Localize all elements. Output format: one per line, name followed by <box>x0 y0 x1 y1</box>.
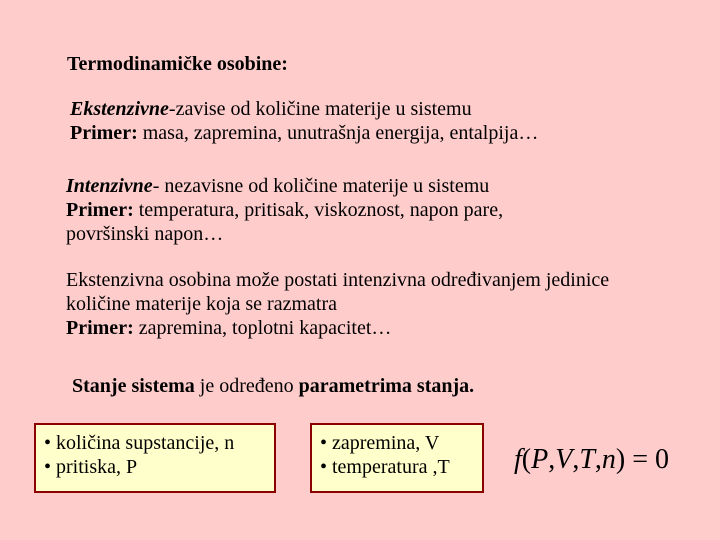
intensive-definition: - nezavisne od količine materije u sistemu <box>152 175 490 197</box>
extensive-section <box>70 97 538 145</box>
parameter-amount: • količina supstancije, n <box>44 432 235 454</box>
conversion-line-1: Ekstenzivna osobina može postati intenzivna određivanjem jedinice <box>66 269 610 291</box>
extensive-term: Ekstenzivne <box>70 98 169 120</box>
intensive-example-line-2: površinski napon… <box>66 223 224 245</box>
state-term: Stanje sistema <box>72 375 195 397</box>
intensive-section <box>66 174 503 246</box>
parameter-pressure: • pritiska, P <box>44 456 138 478</box>
conversion-section <box>66 268 609 340</box>
intensive-definition-line <box>66 174 503 198</box>
intensive-example-line <box>66 198 503 222</box>
state-parameters: parametrima stanja. <box>298 375 475 397</box>
extensive-definition-line <box>70 97 538 121</box>
extensive-example-text: masa, zapremina, unutrašnja energija, entalpija… <box>137 122 539 144</box>
conversion-example-text: zapremina, toplotni kapacitet… <box>133 317 392 339</box>
conversion-example-line <box>66 316 609 340</box>
conversion-example-label: Primer: <box>66 317 134 339</box>
intensive-example-text-1: temperatura, pritisak, viskoznost, napon pare, <box>133 199 504 221</box>
state-connector: je određeno <box>194 375 299 397</box>
parameter-temperature: • temperatura ,T <box>320 456 450 478</box>
formula-volume: V <box>555 444 573 475</box>
formula-function: f <box>514 444 522 475</box>
state-equation <box>514 440 669 480</box>
formula-pressure: P <box>531 444 549 475</box>
heading: Termodinamičke osobine: <box>67 53 288 75</box>
state-statement <box>72 374 474 398</box>
parameter-volume: • zapremina, V <box>320 432 440 454</box>
extensive-example-line <box>70 121 538 145</box>
extensive-definition: -zavise od količine materije u sistemu <box>168 98 472 120</box>
intensive-term: Intenzivne <box>66 175 153 197</box>
formula-equals-zero: = 0 <box>625 444 670 475</box>
conversion-line-2: količine materije koja se razmatra <box>66 293 337 315</box>
intensive-example-label: Primer: <box>66 199 134 221</box>
formula-amount: n <box>601 444 616 475</box>
extensive-example-label: Primer: <box>70 122 138 144</box>
formula-comma-1: , <box>548 444 556 475</box>
formula-temperature: T <box>579 444 595 475</box>
formula-open-paren: ( <box>521 444 532 475</box>
parameters-box-left <box>34 423 276 493</box>
parameters-box-right <box>310 423 484 493</box>
formula-close-paren: ) <box>615 444 626 475</box>
formula-comma-2: , <box>572 444 580 475</box>
formula-comma-3: , <box>594 444 602 475</box>
